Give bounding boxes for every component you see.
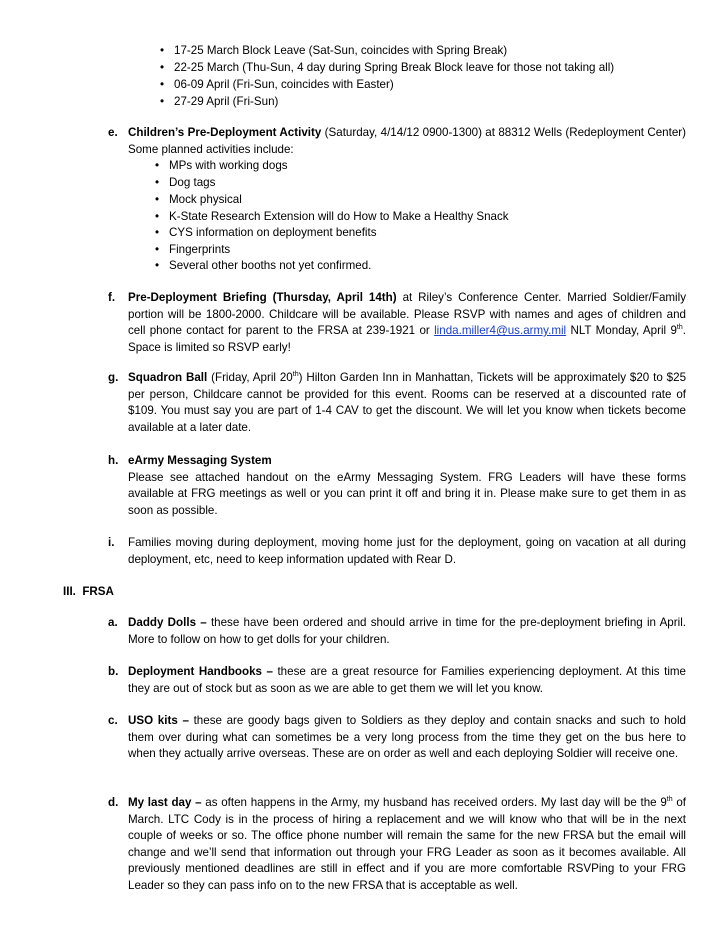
frsa-b-label: b. — [108, 665, 119, 678]
bullet-icon: • — [155, 210, 160, 223]
break-list-item: • 06-09 April (Fri-Sun, coincides with Easter) — [160, 77, 394, 94]
item-i-paragraph: Families moving during deployment, moving home just for the deployment, going on vacation at all during deployment, etc, need to keep information updated with Rear D. — [128, 536, 686, 566]
bullet-icon: • — [155, 193, 160, 206]
item-e-paragraph: Children’s Pre-Deployment Activity (Saturday, 4/14/12 0900-1300) at 88312 Wells (Redeployment Center) Some planned activities include: — [128, 126, 686, 156]
frsa-d-paragraph: My last day – as often happens in the Army, my husband has received orders. My last day will be the 9th of March. LTC Cody is in the process of hiring a replacement and we will know who that will be in the next couple of weeks or so. The office phone number will remain the same for the new FRSA but the email will change and we’ll send that information out through your FRG Leader as soon as it becomes available. All previously mentioned deadlines are still in effect and if you are more comfortable RSVPing to your FRG Leader so they can pass info on to the new FRSA that is acceptable as well. — [128, 796, 686, 892]
bullet-icon: • — [155, 226, 160, 239]
item-f-label: f. — [108, 291, 116, 304]
bullet-icon: • — [160, 44, 165, 57]
activity-item: • Fingerprints — [155, 242, 230, 259]
frsa-email-link[interactable]: linda.miller4@us.army.mil — [434, 324, 567, 338]
item-g-label: g. — [108, 371, 119, 384]
frsa-a-title: Daddy Dolls – — [128, 616, 207, 629]
item-h-label: h. — [108, 454, 119, 467]
activity-item: • Several other booths not yet confirmed. — [155, 258, 371, 275]
item-g-title: Squadron Ball — [128, 371, 208, 384]
activity-item: • CYS information on deployment benefits — [155, 225, 377, 242]
bullet-icon: • — [160, 95, 165, 108]
item-h-paragraph: eArmy Messaging System Please see attached handout on the eArmy Messaging System. FRG Leaders will have these forms available at FRG meetings as well or you can print it off and bring it in. Please make sure to get them in as soon as possible. — [128, 454, 686, 517]
activity-item: • K-State Research Extension will do How to Make a Healthy Snack — [155, 209, 509, 226]
activity-item: • Mock physical — [155, 192, 242, 209]
activity-item: • MPs with working dogs — [155, 158, 288, 175]
frsa-c-paragraph: USO kits – these are goody bags given to Soldiers as they deploy and contain snacks and such to hold them over during what can sometimes be a very long process from the time they get on the bus here to when they actually arrive overseas. These are on order as well and each deploying Soldier will receive one. — [128, 714, 687, 761]
frsa-b-paragraph: Deployment Handbooks – these are a great resource for Families experiencing deployment. At this time they are out of stock but as soon as we are able to get them we will let you know. — [128, 665, 686, 695]
bullet-icon: • — [155, 243, 160, 256]
activity-item: • Dog tags — [155, 175, 215, 192]
frsa-b-title: Deployment Handbooks – — [128, 665, 273, 678]
bullet-icon: • — [155, 259, 160, 272]
bullet-icon: • — [155, 159, 160, 172]
item-e-label: e. — [108, 126, 118, 139]
frsa-d-label: d. — [108, 796, 119, 809]
frsa-a-label: a. — [108, 616, 118, 629]
item-i-label: i. — [108, 536, 115, 549]
break-list-item: • 27-29 April (Fri-Sun) — [160, 94, 278, 111]
break-list-item: • 17-25 March Block Leave (Sat-Sun, coincides with Spring Break) — [160, 43, 507, 60]
bullet-icon: • — [155, 176, 160, 189]
frsa-a-paragraph: Daddy Dolls – these have been ordered and should arrive in time for the pre-deployment briefing in April. More to follow on how to get dolls for your children. — [128, 616, 686, 646]
bullet-icon: • — [160, 61, 165, 74]
frsa-c-title: USO kits – — [128, 714, 189, 727]
frsa-d-title: My last day – — [128, 796, 202, 809]
item-f-paragraph: Pre-Deployment Briefing (Thursday, April 14th) at Riley’s Conference Center. Married Soldier/Family portion will be 1800-2000. Childcare will be available. Please RSVP with names and ages of children and cell phone contact for parent to the FRSA at 239-1921 or linda.miller4@us.army.mil NLT Monday, April 9th. Space is limited so RSVP early! — [128, 291, 686, 354]
section-iii-heading: III. FRSA — [63, 585, 114, 598]
bullet-icon: • — [160, 78, 165, 91]
break-list-item: • 22-25 March (Thu-Sun, 4 day during Spring Break Block leave for those not taking all) — [160, 60, 614, 77]
item-g-paragraph: Squadron Ball (Friday, April 20th) Hilton Garden Inn in Manhattan, Tickets will be approximately $20 to $25 per person, Childcare cannot be provided for this event. Rooms can be reserved at a discounted rate of $109. You must say you are part of 1-4 CAV to get the discount. We will let you know when tickets become available at a later date. — [128, 371, 687, 434]
frsa-c-label: c. — [108, 714, 118, 727]
item-f-title: Pre-Deployment Briefing (Thursday, April 14th) — [128, 291, 397, 304]
item-e-title: Children’s Pre-Deployment Activity — [128, 126, 322, 139]
item-h-title: eArmy Messaging System — [128, 454, 272, 467]
